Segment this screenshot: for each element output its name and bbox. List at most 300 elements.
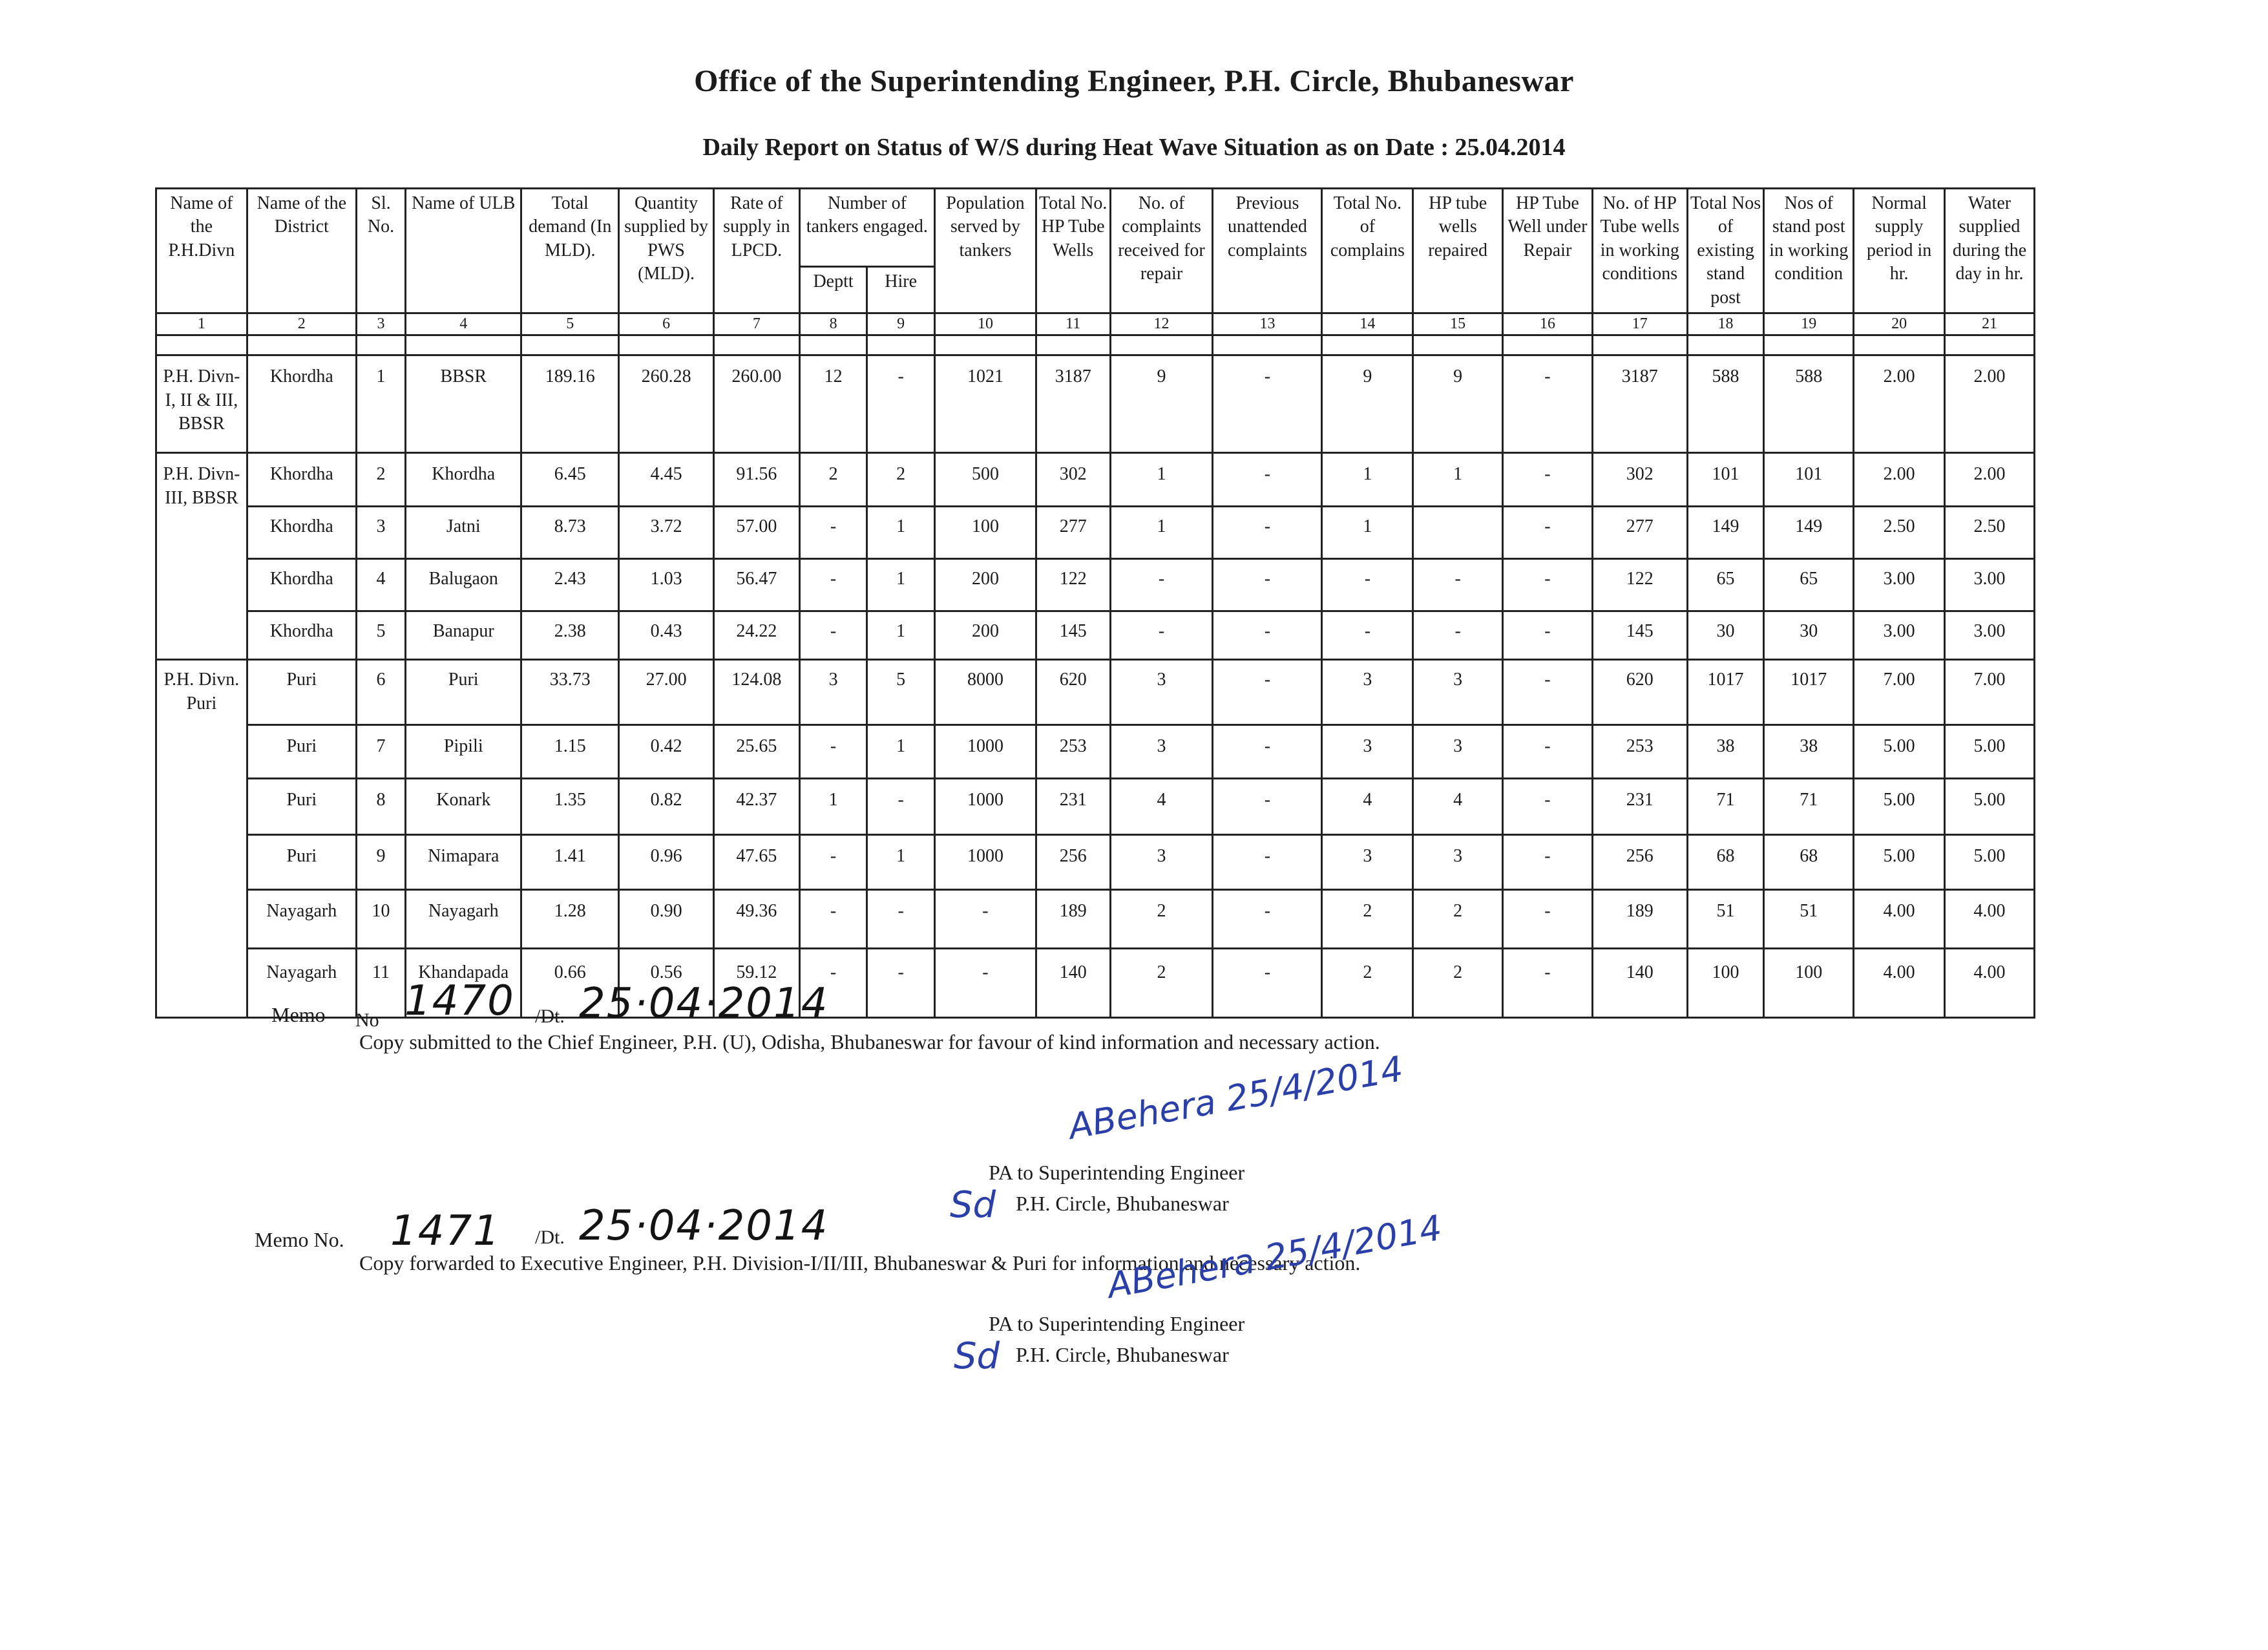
population-cell: 100 <box>934 507 1036 559</box>
header-stand-post-working: Nos of stand post in working condition <box>1764 189 1854 313</box>
memo1-label: Memo <box>271 1003 326 1026</box>
rate-cell: 25.65 <box>714 725 800 779</box>
quantity-cell: 0.43 <box>619 611 714 660</box>
header-population-served: Population served by tankers <box>934 189 1036 313</box>
working-cell: 231 <box>1592 779 1687 835</box>
ulb-cell: BBSR <box>406 355 521 453</box>
district-cell: Khordha <box>247 507 356 559</box>
district-cell: Khordha <box>247 453 356 507</box>
column-number: 13 <box>1213 313 1322 335</box>
header-hp-under-repair: HP Tube Well under Repair <box>1503 189 1593 313</box>
normal-cell: 5.00 <box>1854 725 1945 779</box>
column-number: 4 <box>406 313 521 335</box>
report-subtitle: Daily Report on Status of W/S during Heat Wave Situation as on Date : 25.04.2014 <box>702 134 1566 161</box>
population-cell: - <box>934 949 1036 1018</box>
supplied-cell: 5.00 <box>1945 835 2035 890</box>
rate-cell: 59.12 <box>714 949 800 1018</box>
header-hp-working: No. of HP Tube wells in working conditions <box>1592 189 1687 313</box>
hp-total-cell: 145 <box>1036 611 1110 660</box>
total-complains-cell: 4 <box>1322 779 1413 835</box>
memo2-text: Copy forwarded to Executive Engineer, P.H. Division-I/II/III, Bhubaneswar & Puri for information and necessary action. <box>359 1251 1361 1275</box>
division-cell: P.H. Divn. Puri <box>156 660 247 1018</box>
sl-cell: 3 <box>356 507 405 559</box>
column-number: 21 <box>1945 313 2035 335</box>
stand-working-cell: 30 <box>1764 611 1854 660</box>
working-cell: 277 <box>1592 507 1687 559</box>
memo2-designation-2: P.H. Circle, Bhubaneswar <box>1016 1343 1229 1366</box>
hire-cell: 1 <box>867 725 935 779</box>
ulb-cell: Balugaon <box>406 559 521 611</box>
under-repair-cell: - <box>1503 355 1593 453</box>
header-tankers-engaged: Number of tankers engaged. <box>799 189 934 267</box>
demand-cell: 2.38 <box>521 611 619 660</box>
header-district: Name of the District <box>247 189 356 313</box>
quantity-cell: 4.45 <box>619 453 714 507</box>
under-repair-cell: - <box>1503 890 1593 949</box>
rate-cell: 24.22 <box>714 611 800 660</box>
supplied-cell: 5.00 <box>1945 779 2035 835</box>
memo2-label: Memo No. <box>255 1228 344 1251</box>
under-repair-cell: - <box>1503 779 1593 835</box>
previous-cell: - <box>1213 611 1322 660</box>
stand-working-cell: 68 <box>1764 835 1854 890</box>
stand-working-cell: 71 <box>1764 779 1854 835</box>
memo2-number: 1471 <box>390 1207 501 1255</box>
column-number: 6 <box>619 313 714 335</box>
ulb-cell: Khandapada <box>406 949 521 1018</box>
working-cell: 145 <box>1592 611 1687 660</box>
stand-total-cell: 1017 <box>1687 660 1764 725</box>
table-row <box>156 611 2035 660</box>
memo1-signature: ABehera 25/4/2014 <box>1066 1048 1407 1147</box>
column-number: 10 <box>934 313 1036 335</box>
hire-cell: 2 <box>867 453 935 507</box>
ulb-cell: Nayagarh <box>406 890 521 949</box>
deptt-cell: - <box>799 559 867 611</box>
column-number: 14 <box>1322 313 1413 335</box>
repaired-cell <box>1413 507 1503 559</box>
total-complains-cell: - <box>1322 611 1413 660</box>
column-number: 1 <box>156 313 247 335</box>
header-water-supplied: Water supplied during the day in hr. <box>1945 189 2035 313</box>
division-cell: P.H. Divn-I, II & III, BBSR <box>156 355 247 453</box>
memo2-signature: ABehera 25/4/2014 <box>1104 1207 1445 1306</box>
population-cell: 8000 <box>934 660 1036 725</box>
complaints-cell: 3 <box>1110 660 1213 725</box>
stand-working-cell: 100 <box>1764 949 1854 1018</box>
working-cell: 122 <box>1592 559 1687 611</box>
deptt-cell: 12 <box>799 355 867 453</box>
sl-cell: 7 <box>356 725 405 779</box>
memo1-initials: Sd <box>950 1184 996 1226</box>
demand-cell: 1.35 <box>521 779 619 835</box>
normal-cell: 7.00 <box>1854 660 1945 725</box>
quantity-cell: 1.03 <box>619 559 714 611</box>
header-total-demand: Total demand (In MLD). <box>521 189 619 313</box>
demand-cell: 1.28 <box>521 890 619 949</box>
rate-cell: 57.00 <box>714 507 800 559</box>
previous-cell: - <box>1213 507 1322 559</box>
district-cell: Nayagarh <box>247 949 356 1018</box>
quantity-cell: 0.90 <box>619 890 714 949</box>
quantity-cell: 260.28 <box>619 355 714 453</box>
demand-cell: 33.73 <box>521 660 619 725</box>
column-number: 15 <box>1413 313 1503 335</box>
repaired-cell: 2 <box>1413 890 1503 949</box>
supplied-cell: 5.00 <box>1945 725 2035 779</box>
normal-cell: 4.00 <box>1854 890 1945 949</box>
header-previous-unattended: Previous unattended complaints <box>1213 189 1322 313</box>
table-row <box>156 355 2035 453</box>
population-cell: 200 <box>934 611 1036 660</box>
column-number: 9 <box>867 313 935 335</box>
complaints-cell: 2 <box>1110 949 1213 1018</box>
demand-cell: 8.73 <box>521 507 619 559</box>
working-cell: 620 <box>1592 660 1687 725</box>
table-row <box>156 890 2035 949</box>
sl-cell: 6 <box>356 660 405 725</box>
blank-spacer-row <box>156 335 2035 355</box>
district-cell: Khordha <box>247 559 356 611</box>
rate-cell: 49.36 <box>714 890 800 949</box>
table-row <box>156 835 2035 890</box>
repaired-cell: 3 <box>1413 725 1503 779</box>
ulb-cell: Jatni <box>406 507 521 559</box>
repaired-cell: 3 <box>1413 835 1503 890</box>
total-complains-cell: 1 <box>1322 453 1413 507</box>
column-number: 2 <box>247 313 356 335</box>
header-complaints-received: No. of complaints received for repair <box>1110 189 1213 313</box>
column-number: 7 <box>714 313 800 335</box>
column-number: 11 <box>1036 313 1110 335</box>
demand-cell: 189.16 <box>521 355 619 453</box>
header-sl-no: Sl. No. <box>356 189 405 313</box>
hire-cell: 1 <box>867 507 935 559</box>
column-number: 18 <box>1687 313 1764 335</box>
previous-cell: - <box>1213 559 1322 611</box>
under-repair-cell: - <box>1503 949 1593 1018</box>
column-number: 8 <box>799 313 867 335</box>
repaired-cell: 3 <box>1413 660 1503 725</box>
header-division: Name of the P.H.Divn <box>156 189 247 313</box>
header-total-hp-tube-wells: Total No. HP Tube Wells <box>1036 189 1110 313</box>
hp-total-cell: 189 <box>1036 890 1110 949</box>
deptt-cell: - <box>799 611 867 660</box>
complaints-cell: 2 <box>1110 890 1213 949</box>
demand-cell: 1.15 <box>521 725 619 779</box>
population-cell: 1000 <box>934 779 1036 835</box>
memo1-designation-2: P.H. Circle, Bhubaneswar <box>1016 1192 1229 1215</box>
memo1-no-label: No <box>355 1010 379 1031</box>
normal-cell: 5.00 <box>1854 835 1945 890</box>
header-ulb: Name of ULB <box>406 189 521 313</box>
sl-cell: 10 <box>356 890 405 949</box>
supplied-cell: 2.00 <box>1945 355 2035 453</box>
column-number: 12 <box>1110 313 1213 335</box>
normal-cell: 3.00 <box>1854 559 1945 611</box>
under-repair-cell: - <box>1503 660 1593 725</box>
rate-cell: 42.37 <box>714 779 800 835</box>
stand-total-cell: 51 <box>1687 890 1764 949</box>
supplied-cell: 7.00 <box>1945 660 2035 725</box>
header-stand-post-total: Total Nos of existing stand post <box>1687 189 1764 313</box>
population-cell: 1000 <box>934 835 1036 890</box>
demand-cell: 0.66 <box>521 949 619 1018</box>
hp-total-cell: 256 <box>1036 835 1110 890</box>
deptt-cell: - <box>799 835 867 890</box>
under-repair-cell: - <box>1503 725 1593 779</box>
complaints-cell: 1 <box>1110 507 1213 559</box>
hp-total-cell: 277 <box>1036 507 1110 559</box>
population-cell: 500 <box>934 453 1036 507</box>
under-repair-cell: - <box>1503 453 1593 507</box>
hp-total-cell: 122 <box>1036 559 1110 611</box>
hire-cell: 1 <box>867 559 935 611</box>
stand-total-cell: 100 <box>1687 949 1764 1018</box>
table-row <box>156 559 2035 611</box>
column-number: 5 <box>521 313 619 335</box>
demand-cell: 6.45 <box>521 453 619 507</box>
working-cell: 256 <box>1592 835 1687 890</box>
district-cell: Puri <box>247 725 356 779</box>
sl-cell: 11 <box>356 949 405 1018</box>
total-complains-cell: 3 <box>1322 725 1413 779</box>
previous-cell: - <box>1213 949 1322 1018</box>
normal-cell: 2.50 <box>1854 507 1945 559</box>
rate-cell: 124.08 <box>714 660 800 725</box>
ulb-cell: Konark <box>406 779 521 835</box>
memo1-designation-1: PA to Superintending Engineer <box>989 1161 1245 1184</box>
ulb-cell: Pipili <box>406 725 521 779</box>
hire-cell: - <box>867 890 935 949</box>
column-number: 3 <box>356 313 405 335</box>
memo1-date: 25·04·2014 <box>579 980 829 1028</box>
hp-total-cell: 3187 <box>1036 355 1110 453</box>
repaired-cell: 4 <box>1413 779 1503 835</box>
stand-total-cell: 30 <box>1687 611 1764 660</box>
district-cell: Puri <box>247 660 356 725</box>
supplied-cell: 4.00 <box>1945 949 2035 1018</box>
stand-working-cell: 1017 <box>1764 660 1854 725</box>
under-repair-cell: - <box>1503 507 1593 559</box>
header-quantity-supplied: Quantity supplied by PWS (MLD). <box>619 189 714 313</box>
column-number-row <box>156 313 2035 335</box>
hire-cell: 1 <box>867 611 935 660</box>
table-row <box>156 725 2035 779</box>
rate-cell: 56.47 <box>714 559 800 611</box>
supplied-cell: 3.00 <box>1945 559 2035 611</box>
working-cell: 253 <box>1592 725 1687 779</box>
district-cell: Puri <box>247 779 356 835</box>
quantity-cell: 0.56 <box>619 949 714 1018</box>
hire-cell: - <box>867 355 935 453</box>
hire-cell: - <box>867 949 935 1018</box>
repaired-cell: - <box>1413 559 1503 611</box>
deptt-cell: 2 <box>799 453 867 507</box>
memo2-initials: Sd <box>954 1335 1000 1377</box>
repaired-cell: - <box>1413 611 1503 660</box>
working-cell: 3187 <box>1592 355 1687 453</box>
previous-cell: - <box>1213 725 1322 779</box>
sl-cell: 2 <box>356 453 405 507</box>
quantity-cell: 27.00 <box>619 660 714 725</box>
hire-cell: 5 <box>867 660 935 725</box>
memo1-text: Copy submitted to the Chief Engineer, P.H. (U), Odisha, Bhubaneswar for favour of kind information and necessary action. <box>359 1030 1380 1053</box>
sl-cell: 8 <box>356 779 405 835</box>
normal-cell: 4.00 <box>1854 949 1945 1018</box>
repaired-cell: 1 <box>1413 453 1503 507</box>
page-title: Office of the Superintending Engineer, P.H. Circle, Bhubaneswar <box>694 64 1574 98</box>
header-deptt: Deptt <box>799 266 867 313</box>
stand-working-cell: 51 <box>1764 890 1854 949</box>
memo1-date-label: /Dt. <box>535 1006 565 1027</box>
stand-total-cell: 71 <box>1687 779 1764 835</box>
header-hp-repaired: HP tube wells repaired <box>1413 189 1503 313</box>
ulb-cell: Puri <box>406 660 521 725</box>
complaints-cell: 3 <box>1110 725 1213 779</box>
hire-cell: 1 <box>867 835 935 890</box>
sl-cell: 5 <box>356 611 405 660</box>
population-cell: - <box>934 890 1036 949</box>
quantity-cell: 0.82 <box>619 779 714 835</box>
stand-working-cell: 38 <box>1764 725 1854 779</box>
division-cell: P.H. Divn-III, BBSR <box>156 453 247 660</box>
table-row <box>156 660 2035 725</box>
complaints-cell: 1 <box>1110 453 1213 507</box>
demand-cell: 1.41 <box>521 835 619 890</box>
complaints-cell: - <box>1110 559 1213 611</box>
total-complains-cell: 1 <box>1322 507 1413 559</box>
deptt-cell: - <box>799 949 867 1018</box>
stand-working-cell: 149 <box>1764 507 1854 559</box>
district-cell: Khordha <box>247 611 356 660</box>
rate-cell: 47.65 <box>714 835 800 890</box>
memo2-designation-1: PA to Superintending Engineer <box>989 1312 1245 1335</box>
under-repair-cell: - <box>1503 611 1593 660</box>
stand-total-cell: 38 <box>1687 725 1764 779</box>
ulb-cell: Nimapara <box>406 835 521 890</box>
deptt-cell: 1 <box>799 779 867 835</box>
stand-working-cell: 101 <box>1764 453 1854 507</box>
deptt-cell: - <box>799 725 867 779</box>
deptt-cell: - <box>799 890 867 949</box>
hp-total-cell: 231 <box>1036 779 1110 835</box>
hp-total-cell: 302 <box>1036 453 1110 507</box>
memo1-number: 1470 <box>404 977 515 1025</box>
hire-cell: - <box>867 779 935 835</box>
header-total-complains: Total No. of complains <box>1322 189 1413 313</box>
previous-cell: - <box>1213 835 1322 890</box>
complaints-cell: 3 <box>1110 835 1213 890</box>
normal-cell: 3.00 <box>1854 611 1945 660</box>
ulb-cell: Khordha <box>406 453 521 507</box>
memo2-date: 25·04·2014 <box>579 1202 829 1250</box>
supplied-cell: 3.00 <box>1945 611 2035 660</box>
total-complains-cell: 2 <box>1322 890 1413 949</box>
normal-cell: 2.00 <box>1854 355 1945 453</box>
memo2-date-label: /Dt. <box>535 1227 565 1248</box>
total-complains-cell: 3 <box>1322 835 1413 890</box>
complaints-cell: 9 <box>1110 355 1213 453</box>
stand-working-cell: 588 <box>1764 355 1854 453</box>
table-row <box>156 507 2035 559</box>
previous-cell: - <box>1213 355 1322 453</box>
previous-cell: - <box>1213 660 1322 725</box>
status-report-table <box>155 187 2035 1019</box>
total-complains-cell: - <box>1322 559 1413 611</box>
header-hire: Hire <box>867 266 935 313</box>
under-repair-cell: - <box>1503 835 1593 890</box>
hp-total-cell: 140 <box>1036 949 1110 1018</box>
previous-cell: - <box>1213 453 1322 507</box>
column-number: 20 <box>1854 313 1945 335</box>
sl-cell: 1 <box>356 355 405 453</box>
normal-cell: 2.00 <box>1854 453 1945 507</box>
previous-cell: - <box>1213 779 1322 835</box>
rate-cell: 91.56 <box>714 453 800 507</box>
repaired-cell: 2 <box>1413 949 1503 1018</box>
population-cell: 1021 <box>934 355 1036 453</box>
sl-cell: 4 <box>356 559 405 611</box>
supplied-cell: 2.50 <box>1945 507 2035 559</box>
table-row <box>156 453 2035 507</box>
sl-cell: 9 <box>356 835 405 890</box>
district-cell: Nayagarh <box>247 890 356 949</box>
stand-total-cell: 101 <box>1687 453 1764 507</box>
stand-total-cell: 149 <box>1687 507 1764 559</box>
header-normal-supply: Normal supply period in hr. <box>1854 189 1945 313</box>
supplied-cell: 4.00 <box>1945 890 2035 949</box>
working-cell: 140 <box>1592 949 1687 1018</box>
stand-working-cell: 65 <box>1764 559 1854 611</box>
total-complains-cell: 2 <box>1322 949 1413 1018</box>
ulb-cell: Banapur <box>406 611 521 660</box>
deptt-cell: - <box>799 507 867 559</box>
complaints-cell: 4 <box>1110 779 1213 835</box>
district-cell: Khordha <box>247 355 356 453</box>
total-complains-cell: 3 <box>1322 660 1413 725</box>
column-number: 17 <box>1592 313 1687 335</box>
column-number: 16 <box>1503 313 1593 335</box>
population-cell: 1000 <box>934 725 1036 779</box>
normal-cell: 5.00 <box>1854 779 1945 835</box>
hp-total-cell: 253 <box>1036 725 1110 779</box>
stand-total-cell: 65 <box>1687 559 1764 611</box>
column-number: 19 <box>1764 313 1854 335</box>
quantity-cell: 0.42 <box>619 725 714 779</box>
rate-cell: 260.00 <box>714 355 800 453</box>
working-cell: 302 <box>1592 453 1687 507</box>
previous-cell: - <box>1213 890 1322 949</box>
deptt-cell: 3 <box>799 660 867 725</box>
demand-cell: 2.43 <box>521 559 619 611</box>
quantity-cell: 3.72 <box>619 507 714 559</box>
supplied-cell: 2.00 <box>1945 453 2035 507</box>
table-row <box>156 779 2035 835</box>
under-repair-cell: - <box>1503 559 1593 611</box>
hp-total-cell: 620 <box>1036 660 1110 725</box>
population-cell: 200 <box>934 559 1036 611</box>
header-rate-of-supply: Rate of supply in LPCD. <box>714 189 800 313</box>
complaints-cell: - <box>1110 611 1213 660</box>
district-cell: Puri <box>247 835 356 890</box>
quantity-cell: 0.96 <box>619 835 714 890</box>
stand-total-cell: 68 <box>1687 835 1764 890</box>
working-cell: 189 <box>1592 890 1687 949</box>
total-complains-cell: 9 <box>1322 355 1413 453</box>
stand-total-cell: 588 <box>1687 355 1764 453</box>
repaired-cell: 9 <box>1413 355 1503 453</box>
